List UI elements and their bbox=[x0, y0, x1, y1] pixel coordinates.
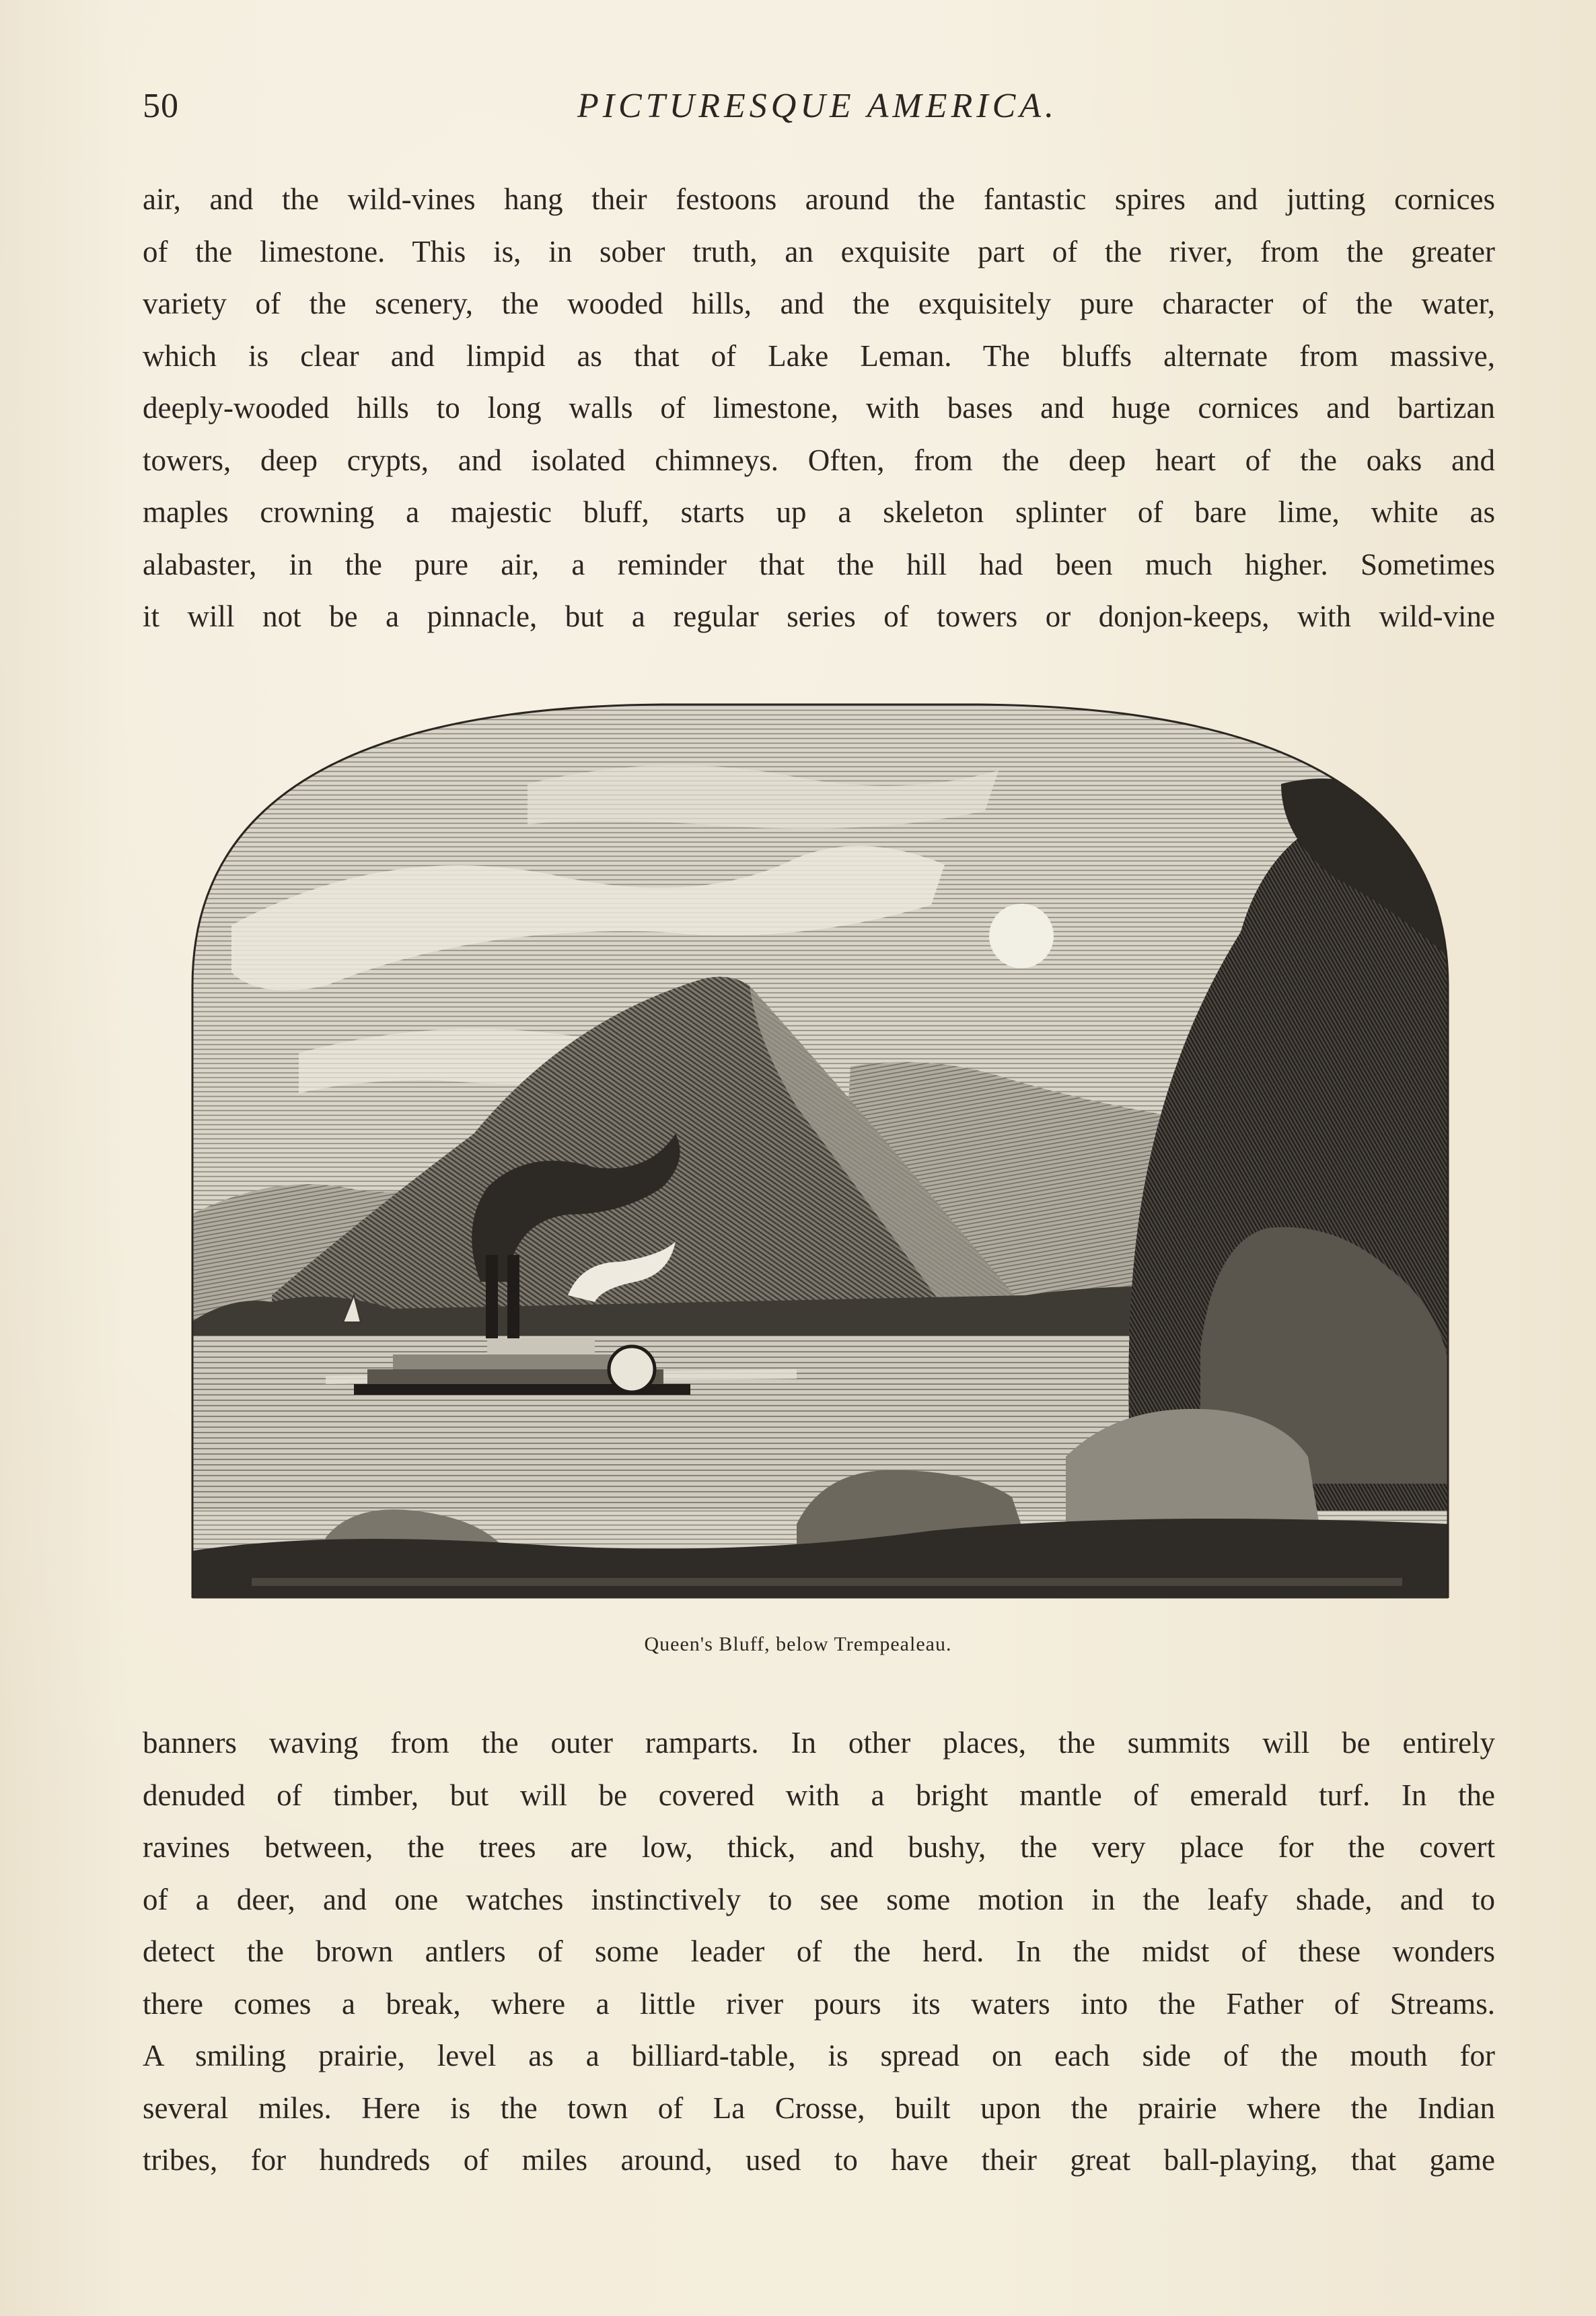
text-line: A smiling prairie, level as a billiard-table, is spread on each side of the mouth for bbox=[143, 2039, 1495, 2072]
page-number: 50 bbox=[143, 87, 179, 125]
text-line: it will not be a pinnacle, but a regular series of towers or donjon-keeps, with wild-vine bbox=[143, 600, 1495, 633]
text-line: alabaster, in the pure air, a reminder that the hill had been much higher. Sometimes bbox=[143, 547, 1495, 581]
text-line: banners waving from the outer ramparts. In other places, the summits will be entirely bbox=[143, 1726, 1495, 1760]
text-line: maples crowning a majestic bluff, starts up a skeleton splinter of bare lime, white as bbox=[143, 495, 1495, 529]
text-line: denuded of timber, but will be covered with a bright mantle of emerald turf. In the bbox=[143, 1778, 1495, 1812]
text-line: towers, deep crypts, and isolated chimneys. Often, from the deep heart of the oaks and bbox=[143, 443, 1495, 477]
text-line: air, and the wild-vines hang their festoons around the fantastic spires and jutting cornices bbox=[143, 182, 1495, 216]
running-head: PICTURESQUE AMERICA. bbox=[577, 87, 1058, 125]
illustration-caption: Queen's Bluff, below Trempealeau. bbox=[644, 1633, 952, 1655]
text-line: ravines between, the trees are low, thick, and bushy, the very place for the covert bbox=[143, 1830, 1495, 1864]
text-line: tribes, for hundreds of miles around, used to have their great ball-playing, that game bbox=[143, 2143, 1495, 2177]
text-line: there comes a break, where a little river pours its waters into the Father of Streams. bbox=[143, 1986, 1495, 2021]
text-line: variety of the scenery, the wooded hills, and the exquisitely pure character of the water, bbox=[143, 287, 1495, 320]
text-line: deeply-wooded hills to long walls of limestone, with bases and huge cornices and bartizan bbox=[143, 391, 1495, 425]
text-line: several miles. Here is the town of La Crosse, built upon the prairie where the Indian bbox=[143, 2091, 1495, 2125]
text-line: of the limestone. This is, in sober truth, an exquisite part of the river, from the greater bbox=[143, 234, 1495, 268]
text-line: which is clear and limpid as that of Lake Leman. The bluffs alternate from massive, bbox=[143, 338, 1495, 373]
text-line: of a deer, and one watches instinctively to see some motion in the leafy shade, and to bbox=[143, 1882, 1495, 1916]
text-line: detect the brown antlers of some leader of the herd. In the midst of these wonders bbox=[143, 1934, 1495, 1968]
paragraph-top bbox=[143, 174, 1495, 643]
engraving-illustration bbox=[191, 703, 1451, 1613]
page-header bbox=[143, 86, 1492, 140]
engraving-drawing bbox=[191, 703, 1451, 1613]
paragraph-bottom bbox=[143, 1717, 1495, 2187]
